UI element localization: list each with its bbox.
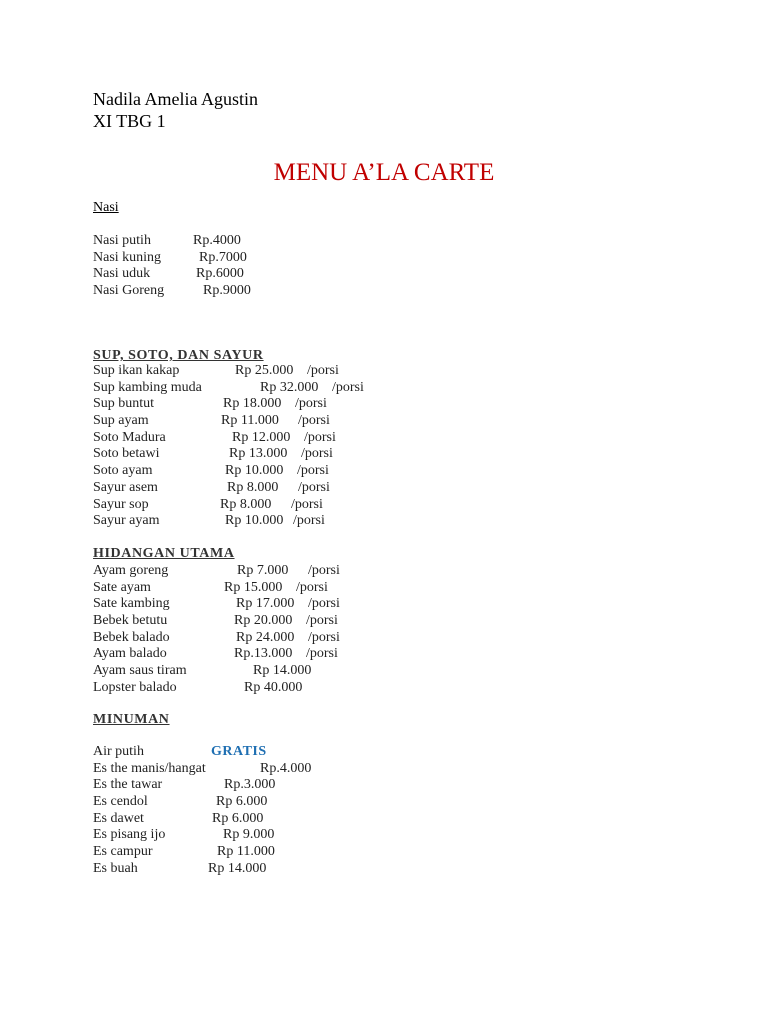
item-price: Rp 10.000 (225, 463, 284, 479)
item-price: Rp 6.000 (216, 794, 268, 810)
item-price: Rp 7.000 (237, 563, 289, 578)
item-price: Rp.4.000 (260, 760, 312, 776)
item-price: Rp 11.000 (217, 844, 275, 860)
item-unit: /porsi (291, 496, 323, 512)
item-name: Sup ikan kakap (93, 363, 180, 378)
item-name: Sate ayam (93, 579, 151, 595)
item-price: Rp 12.000 (232, 429, 291, 445)
item-price: Rp 17.000 (236, 596, 295, 612)
item-name: Ayam saus tiram (93, 663, 187, 679)
item-name: Sup ayam (93, 413, 149, 429)
item-name: Es the manis/hangat (93, 760, 206, 776)
item-name: Soto Madura (93, 429, 166, 445)
item-name: Sate kambing (93, 596, 170, 612)
item-name: Sup buntut (93, 396, 155, 412)
item-name: Ayam balado (93, 646, 167, 662)
item-name: Es the tawar (93, 777, 163, 793)
item-unit: /porsi (301, 446, 333, 462)
item-unit: /porsi (304, 429, 336, 445)
item-unit: /porsi (298, 479, 330, 495)
item-name: Sayur asem (93, 479, 158, 495)
item-name: Bebek balado (93, 629, 170, 645)
item-price: Rp.9000 (203, 283, 251, 299)
item-unit: /porsi (296, 579, 328, 595)
item-name: Nasi uduk (93, 266, 151, 282)
item-name: Sayur ayam (93, 513, 160, 529)
item-name: Lopster balado (93, 679, 177, 695)
item-name: Es buah (93, 860, 138, 876)
item-price: Rp 6.000 (212, 810, 264, 826)
item-name: Es pisang ijo (93, 827, 166, 843)
item-unit: /porsi (308, 596, 340, 612)
item-unit: /porsi (298, 413, 330, 429)
item-price: Rp.7000 (199, 249, 247, 265)
item-unit: /porsi (293, 513, 325, 529)
item-unit: /porsi (295, 396, 327, 412)
item-price: Rp 25.000 (235, 363, 294, 378)
item-name: Es dawet (93, 810, 144, 826)
item-name: Air putih (93, 744, 144, 759)
item-unit: /porsi (308, 629, 340, 645)
item-price: Rp 18.000 (223, 396, 282, 412)
item-price: Rp.3.000 (224, 777, 276, 793)
item-name: Bebek betutu (93, 613, 168, 629)
item-name: Nasi putih (93, 233, 151, 248)
item-price: Rp 40.000 (244, 679, 303, 695)
menu-title: MENU A’LA CARTE (273, 159, 495, 186)
item-name: Es campur (93, 844, 153, 860)
item-name: Soto betawi (93, 446, 160, 462)
author-block (93, 88, 258, 132)
item-price: Rp 10.000 (225, 513, 284, 529)
item-price: Rp 13.000 (229, 446, 288, 462)
item-unit: /porsi (297, 463, 329, 479)
item-price: Rp 15.000 (224, 579, 283, 595)
item-price: Rp 14.000 (253, 663, 312, 679)
item-name: Nasi kuning (93, 249, 162, 265)
item-price: Rp 9.000 (223, 827, 275, 843)
item-price: Rp 11.000 (221, 413, 279, 429)
item-price: Rp 8.000 (220, 496, 272, 512)
item-price: Rp 20.000 (234, 613, 293, 629)
author-class: XI TBG 1 (93, 111, 166, 131)
item-name: Nasi Goreng (93, 283, 165, 299)
item-price: Rp.13.000 (234, 646, 293, 662)
item-price: Rp 14.000 (208, 860, 267, 876)
item-unit: /porsi (306, 613, 338, 629)
section-heading-sup: SUP, SOTO, DAN SAYUR (93, 348, 264, 363)
item-name: Sayur sop (93, 496, 149, 512)
item-name: Es cendol (93, 794, 148, 810)
section-heading-hidangan: HIDANGAN UTAMA (93, 546, 235, 561)
item-price: Rp 32.000 (260, 379, 319, 395)
item-price: Rp.6000 (196, 266, 244, 282)
item-name: Soto ayam (93, 463, 153, 479)
item-unit: /porsi (332, 379, 364, 395)
item-unit: /porsi (308, 563, 340, 578)
section-heading-nasi: Nasi (93, 200, 119, 215)
item-price: Rp.4000 (193, 233, 241, 248)
item-name: Sup kambing muda (93, 379, 202, 395)
item-name: Ayam goreng (93, 563, 169, 578)
author-name: Nadila Amelia Agustin (93, 89, 258, 109)
item-unit: /porsi (306, 646, 338, 662)
item-unit: /porsi (307, 363, 339, 378)
section-heading-minuman: MINUMAN (93, 712, 170, 727)
item-price: Rp 8.000 (227, 479, 279, 495)
item-price: Rp 24.000 (236, 629, 295, 645)
item-price-gratis: GRATIS (211, 744, 267, 759)
